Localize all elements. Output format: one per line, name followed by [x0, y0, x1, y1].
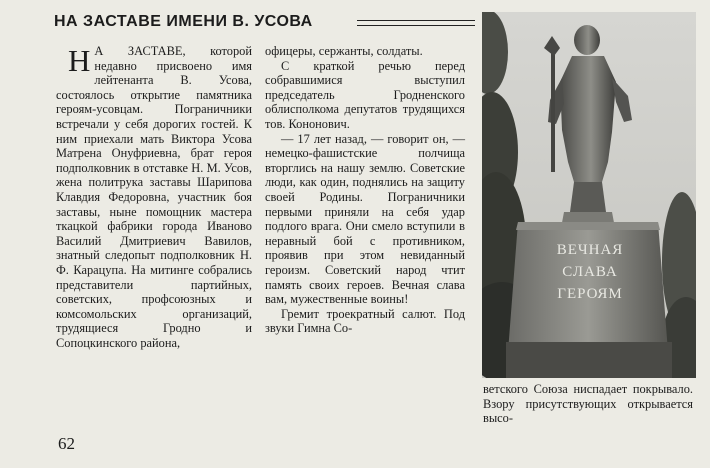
pedestal-inscription-line-3: ГЕРОЯМ: [557, 286, 623, 302]
text-column-1: [56, 44, 252, 439]
headline-rule-bottom: [357, 25, 475, 26]
monument-pedestal: [506, 212, 672, 378]
monument-photo: [482, 12, 696, 378]
paragraph-continuation: офицеры, сержанты, солдаты.: [265, 44, 423, 58]
pedestal-inscription-line-1: ВЕЧНАЯ: [556, 242, 624, 258]
page-number: 62: [58, 434, 75, 453]
headline-rule-top: [357, 20, 475, 21]
text-column-2: [265, 44, 465, 439]
paragraph-intro: А ЗАСТАВЕ, которой недавно присвоено имя лейтенанта В. Усова, состоялось открытие памятника героям-усовцам. Пограничники встречали у себя дорогих гостей. К ним приехали мать Виктора Усова Матрена Онуфриевна, брат героя подполковник в отставке Н. М. Усов, жена политрука заставы Шарипова Клавдия Федоровна, участник боя заставы, ныне помощник мастера ткацкой фабрики города Иваново Василий Дмитриевич Вавилов, знатный следопыт подполковник Н. Ф. Карацупа. На митинге собрались представители партийных, советских, профсоюзных и комсомольских организаций, трудящиеся Гродно и Сопоцкинского района,: [56, 44, 252, 350]
paragraph-speech: — 17 лет назад, — говорит он, — немецко-фашистские полчища вторглись на нашу землю. Советские люди, как один, поднялись на защиту своей Родины. Пограничники первыми приняли на себя удар подлого врага. Они смело вступили в неравный бой с противником, проявив при этом невиданный героизм. Советский народ чтит память своих героев. Вечная слава вам, мужественные воины!: [265, 131, 465, 307]
paragraph-speech-intro: С краткой речью перед собравшимися выступил председатель Гродненского облисполкома депутатов трудящихся тов. Кононович.: [265, 58, 465, 131]
photo-continuation-text: ветского Союза ниспадает покрывало. Взору присутствующих открывается высо-: [483, 382, 693, 426]
article-headline: НА ЗАСТАВЕ ИМЕНИ В. УСОВА: [54, 13, 313, 30]
drop-cap: Н: [68, 43, 91, 78]
paragraph-salute: Гремит троекратный салют. Под звуки Гимна Со-: [265, 306, 465, 336]
pedestal-inscription-line-2: СЛАВА: [562, 264, 618, 280]
